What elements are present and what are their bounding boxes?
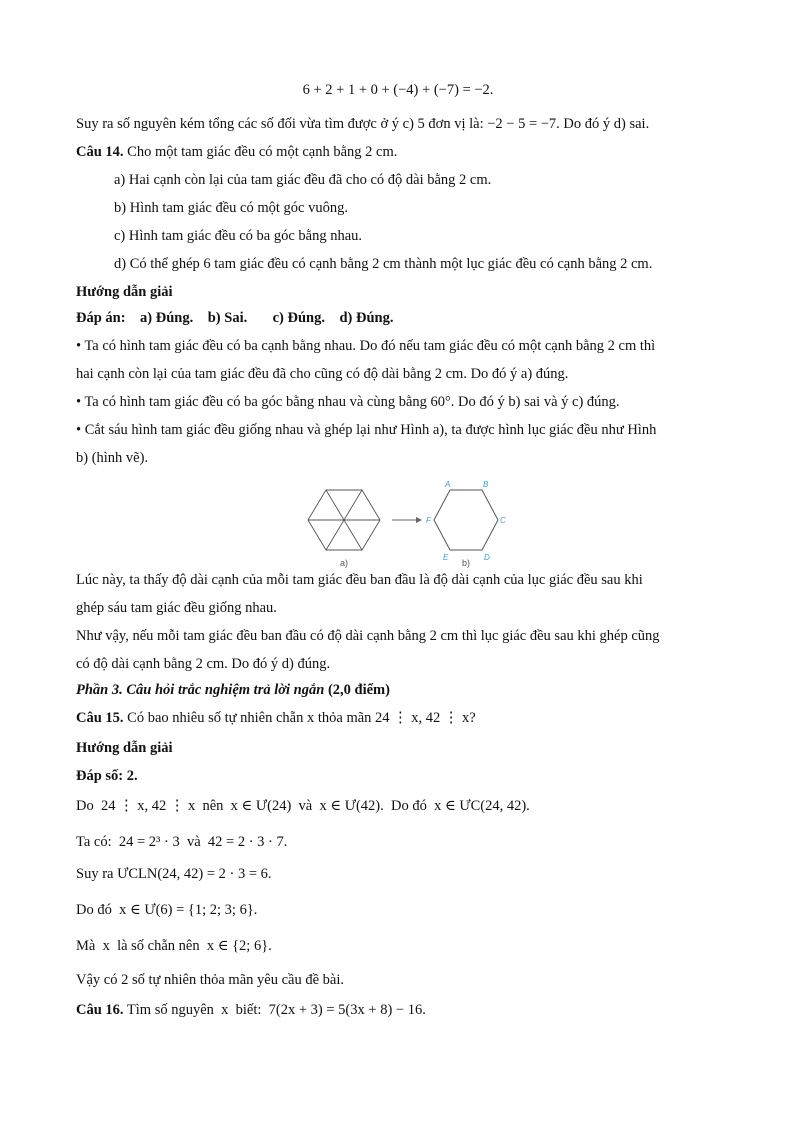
guide-heading-14: Hướng dẫn giải (76, 284, 173, 300)
explain-d-line-2: b) (hình vẽ). (76, 450, 149, 466)
explain-bc: • Ta có hình tam giác đều có ba góc bằng nhau và cùng bằng 60°. Do đó ý b) sai và ý c) đúng. (76, 394, 620, 410)
question-14-label: Câu 14. (76, 144, 124, 160)
vertex-a: A (445, 480, 451, 489)
step-2: Ta có: 24 = 2³ · 3 và 42 = 2 · 3 · 7. (76, 834, 288, 850)
hexagon-figure (306, 478, 506, 568)
figure-a-label: a) (340, 558, 349, 568)
arrow-icon (392, 517, 422, 523)
observation-line-2: ghép sáu tam giác đều giống nhau. (76, 600, 277, 616)
explain-a-line-1: • Ta có hình tam giác đều có ba cạnh bằng nhau. Do đó nếu tam giác đều có một cạnh bằng 2 cm thì (76, 338, 656, 354)
part-3-heading (76, 680, 390, 700)
part-3-title: Phần 3. Câu hỏi trắc nghiệm trả lời ngắn (76, 682, 325, 698)
part-3-points: (2,0 điểm) (324, 682, 390, 698)
vertex-c: C (500, 516, 506, 525)
step-4: Do đó x ∈ Ư(6) = {1; 2; 3; 6}. (76, 902, 258, 918)
question-14 (76, 142, 397, 162)
guide-heading-15: Hướng dẫn giải (76, 740, 173, 756)
question-15 (76, 708, 476, 728)
vertex-e: E (443, 553, 449, 562)
step-5: Mà x là số chẵn nên x ∈ {2; 6}. (76, 938, 272, 954)
step-1: Do 24 ⋮ x, 42 ⋮ x nên x ∈ Ư(24) và x ∈ Ư(42). Do đó x ∈ ƯC(24, 42). (76, 798, 530, 814)
figure-b-label: b) (462, 558, 471, 568)
q14-option-d: d) Có thể ghép 6 tam giác đều có cạnh bằng 2 cm thành một lục giác đều có cạnh bằng 2 cm. (114, 256, 653, 272)
figure-b-hexagon (434, 490, 498, 550)
step-3: Suy ra ƯCLN(24, 42) = 2 · 3 = 6. (76, 866, 272, 882)
question-15-text: Có bao nhiêu số tự nhiên chẵn x thỏa mãn 24 ⋮ x, 42 ⋮ x? (123, 710, 476, 726)
explain-a-line-2: hai cạnh còn lại của tam giác đều đã cho cũng có độ dài bằng 2 cm. Do đó ý a) đúng. (76, 366, 569, 382)
explain-d-line-1: • Cắt sáu hình tam giác đều giống nhau và ghép lại như Hình a), ta được hình lục giác đều như Hình (76, 422, 657, 438)
conclusion-line-1: Như vậy, nếu mỗi tam giác đều ban đầu có độ dài cạnh bằng 2 cm thì lục giác đều sau khi ghép cũng (76, 628, 660, 644)
conclusion-line-2: có độ dài cạnh bằng 2 cm. Do đó ý d) đúng. (76, 656, 331, 672)
question-16-text: Tìm số nguyên x biết: 7(2x + 3) = 5(3x + 8) − 16. (123, 1002, 426, 1018)
equation-sum: 6 + 2 + 1 + 0 + (−4) + (−7) = −2. (302, 82, 494, 98)
vertex-f: F (426, 516, 431, 525)
conclusion-d: Suy ra số nguyên kém tổng các số đối vừa tìm được ở ý c) 5 đơn vị là: −2 − 5 = −7. Do đó ý d) sai. (76, 116, 650, 132)
figure-a-triangles (308, 490, 380, 550)
step-6: Vậy có 2 số tự nhiên thỏa mãn yêu cầu đề bài. (76, 972, 344, 988)
question-14-text: Cho một tam giác đều có một cạnh bằng 2 cm. (123, 144, 398, 160)
vertex-d: D (484, 553, 490, 562)
question-15-label: Câu 15. (76, 710, 124, 726)
q14-option-b: b) Hình tam giác đều có một góc vuông. (114, 200, 348, 216)
q14-option-c: c) Hình tam giác đều có ba góc bằng nhau. (114, 228, 363, 244)
observation-line-1: Lúc này, ta thấy độ dài cạnh của mỗi tam giác đều ban đầu là độ dài cạnh của lục giác đều sau khi (76, 572, 643, 588)
answer-14: Đáp án: a) Đúng. b) Sai. c) Đúng. d) Đúng. (76, 310, 394, 326)
question-16-label: Câu 16. (76, 1002, 124, 1018)
answer-15: Đáp số: 2. (76, 768, 138, 784)
question-16 (76, 1000, 426, 1020)
q14-option-a: a) Hai cạnh còn lại của tam giác đều đã cho có độ dài bằng 2 cm. (114, 172, 492, 188)
vertex-b: B (483, 480, 489, 489)
